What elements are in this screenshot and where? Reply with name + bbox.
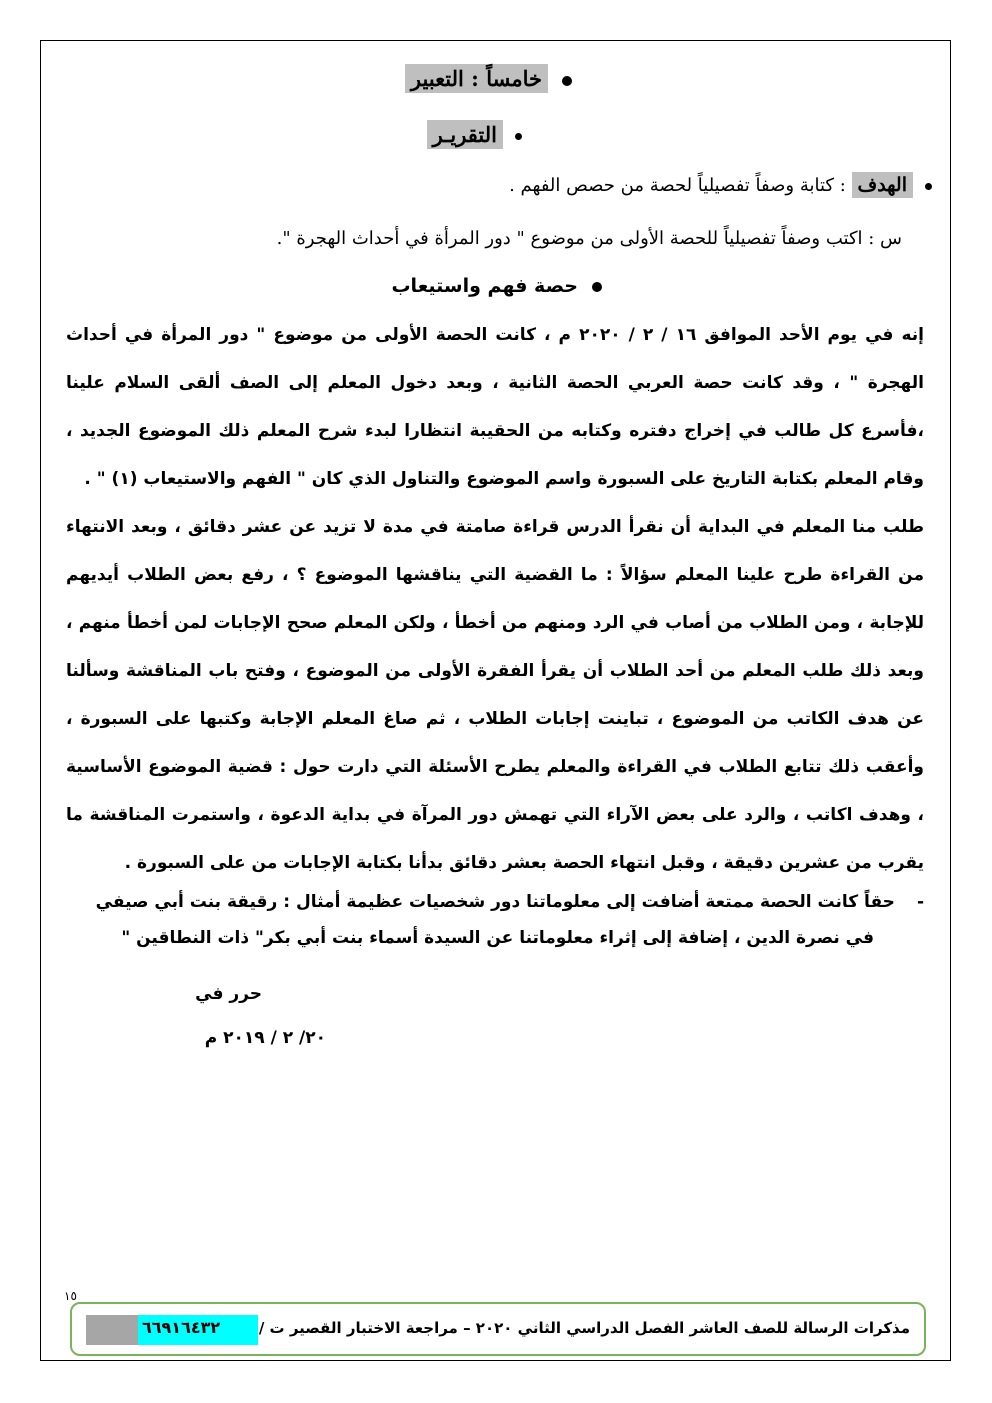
- signature-date: ٢٠/ ٢ / ٢٠١٩ م: [204, 1028, 326, 1048]
- footer-text: مذكرات الرسالة للصف العاشر الفصل الدراسي الثاني ٢٠٢٠ – مراجعة الاختبار القصير ت /: [258, 1319, 910, 1337]
- topic-heading-text: التقريـر: [427, 120, 503, 149]
- bullet-icon: [925, 183, 932, 190]
- goal-text: : كتابة وصفاً تفصيلياً لحصة من حصص الفهم .: [509, 175, 846, 196]
- footer-phone: ٦٦٩١٦٤٣٢: [142, 1318, 221, 1337]
- goal-label: الهدف: [852, 172, 914, 198]
- bullet-icon: [562, 76, 572, 86]
- paragraph-1: إنه في يوم الأحد الموافق ١٦ / ٢ / ٢٠٢٠ م ، كانت الحصة الأولى من موضوع " دور المرأة في أحداث الهجرة " ، وقد كانت حصة العربي الحصة الثانية ، وبعد دخول المعلم إلى الصف ألقى السلام علينا ،فأسرع كل طالب في إخراج دفتره وكتابه من الحقيبة انتظارا لبدء شرح المعلم ذلك الموضوع الجديد ، وقام المعلم بكتابة التاريخ على السبورة واسم الموضوع والتناول الذي كان " الفهم والاستيعاب (١) " .: [66, 325, 924, 489]
- question-line: س : اكتب وصفاً تفصيلياً للحصة الأولى من موضوع " دور المرأة في أحداث الهجرة ".: [276, 228, 902, 249]
- dash-marker: -: [916, 892, 924, 912]
- goal-line: [509, 174, 932, 196]
- page-number: ١٥: [64, 1289, 77, 1303]
- footer-banner: [70, 1302, 926, 1356]
- conclusion-line-2: في نصرة الدين ، إضافة إلى إثراء معلوماتنا عن السيدة أسماء بنت أبي بكر" ذات النطاقين ": [121, 928, 874, 948]
- bullet-icon: [515, 133, 522, 140]
- lesson-title-text: حصة فهم واستيعاب: [391, 275, 578, 297]
- lesson-title: [391, 275, 602, 297]
- section-heading: [405, 66, 572, 91]
- footer-gray-block: [86, 1315, 138, 1345]
- signature-label: حرر في: [195, 984, 262, 1004]
- conclusion-line-1: [66, 878, 924, 926]
- conclusion-text-1: حقاً كانت الحصة ممتعة أضافت إلى معلوماتنا دور شخصيات عظيمة أمثال : رقيقة بنت أبي صيفي: [95, 892, 895, 912]
- section-heading-text: خامساً : التعبير: [405, 64, 548, 93]
- topic-heading: [427, 122, 522, 147]
- paragraph-2: طلب منا المعلم في البداية أن نقرأ الدرس قراءة صامتة في مدة لا تزيد عن عشر دقائق ، وبعد الانتهاء من القراءة طرح علينا المعلم سؤالاً : ما القضية التي يناقشها الموضوع ؟ ، رفع بعض الطلاب أيديهم للإجابة ، ومن الطلاب من أصاب في الرد ومنهم من أخطأ ، ولكن المعلم صحح الإجابات لمن أخطأ منهم ، وبعد ذلك طلب المعلم من أحد الطلاب أن يقرأ الفقرة الأولى من الموضوع ، وفتح باب المناقشة وسألنا عن هدف الكاتب من الموضوع ، تباينت إجابات الطلاب ، ثم صاغ المعلم الإجابة وكتبها على السبورة ، وأعقب ذلك تتابع الطلاب في القراءة والمعلم يطرح الأسئلة التي دارت حول : قضية الموضوع الأساسية ، وهدف اكاتب ، والرد على بعض الآراء التي تهمش دور المرآة في بداية الدعوة ، واستمرت المناقشة ما يقرب من عشرين دقيقة ، وقبل انتهاء الحصة بعشر دقائق بدأنا بكتابة الإجابات من على السبورة .: [66, 517, 924, 873]
- bullet-icon: [592, 282, 602, 292]
